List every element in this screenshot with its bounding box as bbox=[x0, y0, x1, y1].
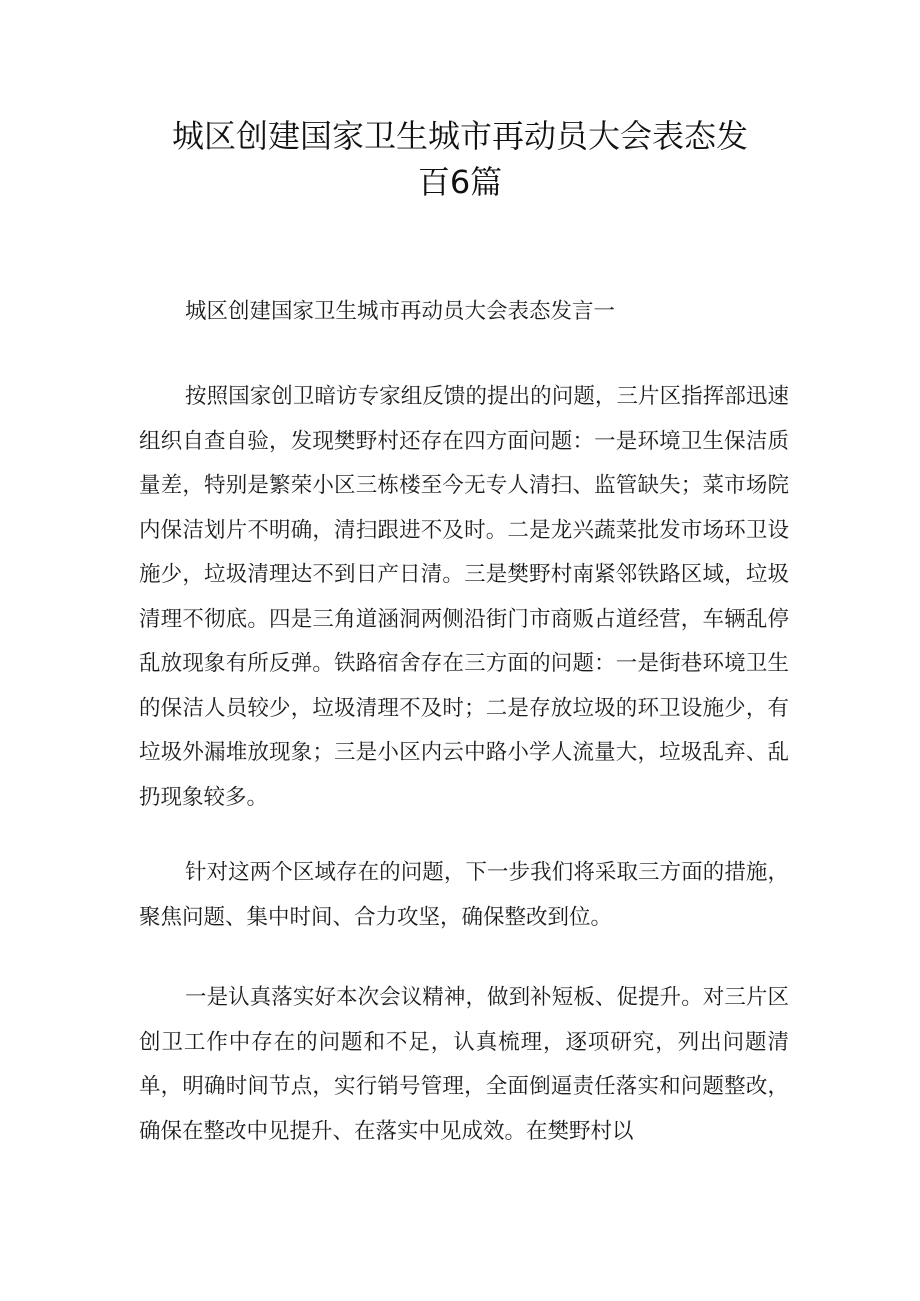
document-title bbox=[0, 113, 920, 205]
section-heading: 城区创建国家卫生城市再动员大会表态发言一 bbox=[185, 299, 616, 324]
paragraph-2: 针对这两个区域存在的问题，下一步我们将采取三方面的措施，聚焦问题、集中时间、合力攻坚，确保整改到位。 bbox=[139, 860, 789, 930]
paragraph-3: 一是认真落实好本次会议精神，做到补短板、促提升。对三片区创卫工作中存在的问题和不足，认真梳理，逐项研究，列出问题清单，明确时间节点，实行销号管理，全面倒逼责任落实和问题整改，确保在整改中见提升、在落实中见成效。在樊野村以 bbox=[139, 985, 789, 1144]
paragraph-block-1 bbox=[139, 375, 789, 820]
title-line-2: 百6篇 bbox=[417, 163, 503, 201]
title-line-1: 城区创建国家卫生城市再动员大会表态发 bbox=[171, 117, 748, 155]
section-heading-block bbox=[139, 290, 789, 335]
paragraph-1: 按照国家创卫暗访专家组反馈的提出的问题，三片区指挥部迅速组织自查自验，发现樊野村还存在四方面问题：一是环境卫生保洁质量差，特别是繁荣小区三栋楼至今无专人清扫、监管缺失；菜市场院内保洁划片不明确，清扫跟进不及时。二是龙兴蔬菜批发市场环卫设施少，垃圾清理达不到日产日清。三是樊野村南紧邻铁路区域，垃圾清理不彻底。四是三角道涵洞两侧沿街门市商贩占道经营，车辆乱停乱放现象有所反弹。铁路宿舍存在三方面的问题：一是街巷环境卫生的保洁人员较少，垃圾清理不及时；二是存放垃圾的环卫设施少，有垃圾外漏堆放现象；三是小区内云中路小学人流量大，垃圾乱弃、乱扔现象较多。 bbox=[139, 384, 789, 810]
paragraph-block-2 bbox=[139, 851, 789, 940]
paragraph-block-3 bbox=[139, 976, 789, 1154]
